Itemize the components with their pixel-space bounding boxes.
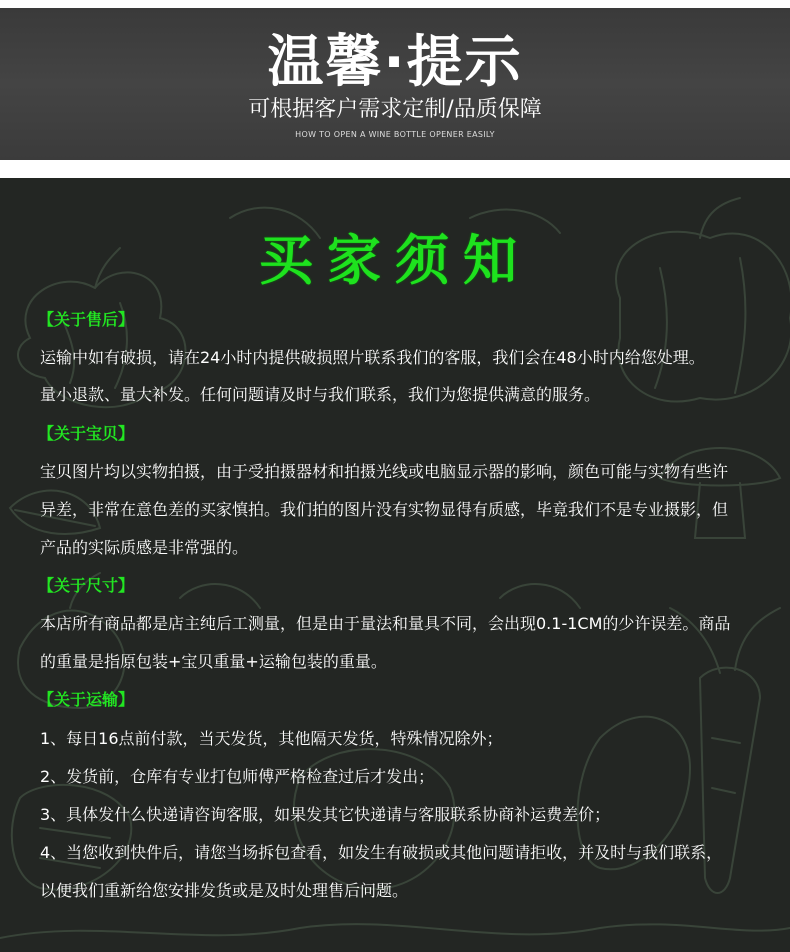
header-title: 温馨·提示 [267,30,523,95]
section-heading-after-sales: 【关于售后】 [38,310,135,329]
section-heading-size: 【关于尺寸】 [38,576,135,595]
product-line-1: 宝贝图片均以实物拍摄，由于受拍摄器材和拍摄光线或电脑显示器的影响，颜色可能与实物有些许 [40,462,729,481]
after-sales-line-1: 运输中如有破损，请在24小时内提供破损照片联系我们的客服，我们会在48小时内给您处理。 [40,348,705,367]
notice-title: 买家须知 [259,229,531,292]
shipping-line-3: 3、具体发什么快递请咨询客服，如果发其它快递请与客服联系协商补运费差价； [40,805,611,824]
size-line-2: 的重量是指原包装+宝贝重量+运输包装的重量。 [40,652,387,671]
header-banner [0,8,790,160]
product-line-3: 产品的实际质感是非常强的。 [40,538,249,557]
shipping-line-1: 1、每日16点前付款，当天发货，其他隔天发货，特殊情况除外； [40,729,503,748]
after-sales-line-2: 量小退款、量大补发。任何问题请及时与我们联系，我们为您提供满意的服务。 [40,385,601,404]
notice-panel [0,178,790,952]
section-heading-product: 【关于宝贝】 [38,424,135,443]
size-line-1: 本店所有商品都是店主纯后工测量，但是由于量法和量具不同，会出现0.1-1CM的少许误差。商品 [40,614,731,633]
section-heading-shipping: 【关于运输】 [38,690,135,709]
shipping-line-5: 以便我们重新给您安排发货或是及时处理售后问题。 [40,881,409,900]
header-caption: HOW TO OPEN A WINE BOTTLE OPENER EASILY [295,130,495,139]
shipping-line-2: 2、发货前，仓库有专业打包师傅严格检查过后才发出； [40,767,435,786]
header-subtitle: 可根据客户需求定制/品质保障 [248,97,542,122]
shipping-line-4: 4、当您收到快件后，请您当场拆包查看，如发生有破损或其他问题请拒收，并及时与我们联系， [40,843,723,862]
product-line-2: 异差，非常在意色差的买家慎拍。我们拍的图片没有实物显得有质感，毕竟我们不是专业摄影，但 [40,500,729,519]
